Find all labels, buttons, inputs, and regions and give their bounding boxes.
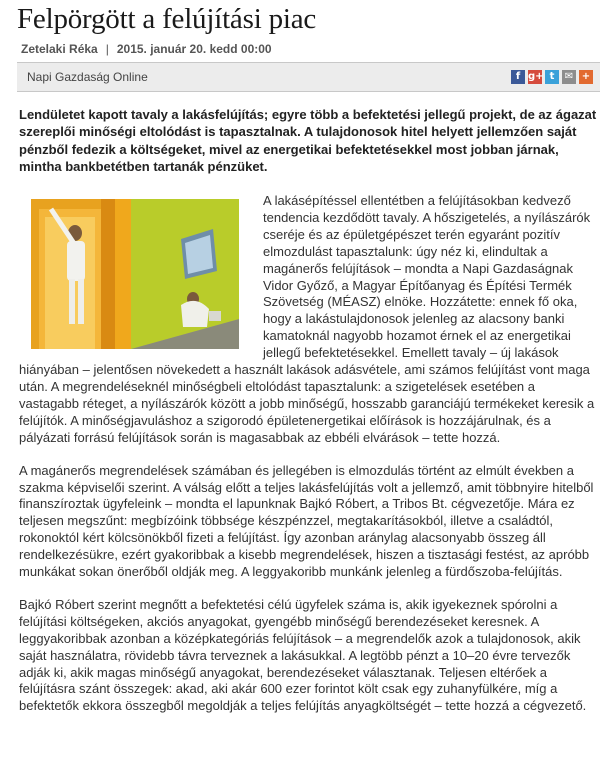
author-name: Zetelaki Réka <box>21 42 98 56</box>
article-lead: Lendületet kapott tavaly a lakásfelújítás; egyre több a befektetési jellegű projekt, de az ágazat szereplői minőségi eltolódást is tapasztalnak. A tulajdonosok hitel helyett jellemzően saját pénzből fedezik a költségeket, mivel az energetikai befektetésekkel most jobban járnak, mintha bankbetétben tartanák pénzüket. <box>19 107 597 174</box>
publish-date: 2015. január 20. kedd 00:00 <box>116 42 272 56</box>
twitter-icon[interactable]: t <box>545 70 559 84</box>
plus-icon[interactable]: + <box>579 70 593 84</box>
email-icon[interactable]: ✉ <box>562 70 576 84</box>
google-plus-icon[interactable]: g+ <box>528 71 544 82</box>
facebook-icon[interactable]: f <box>511 70 525 84</box>
source-name: Napi Gazdaság Online <box>27 70 148 84</box>
byline <box>21 42 272 56</box>
renovation-photo-illustration <box>31 199 239 349</box>
article-paragraph: Bajkó Róbert szerint megnőtt a befektetési célú ügyfelek száma is, akik igyekeznek spórolni a felújítási költségeken, akciós anyagokat, gyengébb minőségű berendezéseket keresnek. A leggyakoribbak azonban a középkategóriás felújítások – a megrendelők azok a tulajdonosok, akik saját használatra, rövidebb távra terveznek a lakásukkal. A legtöbb pénzt a 10–20 évre tervezők adják ki, akik magas minőségű anyagokat, berendezéseket választanak. Teljesen eltérőek a felújításra szánt összegek: akad, aki akár 600 ezer forintot költ csak egy zuhanyfülkére, míg a befektetők ekkora összegből megoldják a teljes felújítás anyagköltségét – tette hozzá a cégvezető. <box>19 596 587 714</box>
source-bar <box>17 62 600 92</box>
article-body <box>19 193 597 731</box>
article-paragraph: A lakásépítéssel ellentétben a felújításokban kedvező tendencia kezdődött tavaly. A hőszigetelés, a nyílászárók cseréje és az épületgépészet terén egyaránt pozitív elmozdulást tapasztalunk: úgy néz ki, elindultak a magánerős felújítások – mondta a Napi Gazdaságnak Vidor Győző, a Magyar Építőanyag és Építési Termék Szövetség (MÉASZ) elnöke. Hozzátette: ennek fő oka, hogy a lakástulajdonosok jelenleg az alacsony banki kamatoknál nagyobb hozamot érnek el az energetikai jellegű befektetésekkel. Emellett tavaly – új lakások hiányában – jelentősen növekedett a használt lakások adásvétele, ami számos felújítást vont maga után. A megrendeléseknél minőségbeli eltolódást tapasztalunk: a szigetelések esetében a vastagabb réteget, a nyílászárók között a jobb minőségű, hosszabb garanciájú termékeket keresik a felújítók. A minőségjavuláshoz a szigorodó épületenergetikai előírások is hozzájárulnak, és a pályázati forrású felújítások során is magasabbak az ebbéli elvárások – tette hozzá. <box>19 193 595 445</box>
share-buttons <box>511 70 593 84</box>
article-photo <box>31 199 239 349</box>
article-title: Felpörgött a felújítási piac <box>17 3 317 35</box>
article-paragraph: A magánerős megrendelések számában és jellegében is elmozdulás történt az elmúlt években a szakma képviselői szerint. A válság előtt a teljes lakásfelújítás volt a jellemző, amit többnyire hitelből finanszíroztak ügyfeleink – mondta el lapunknak Bajkó Róbert, a Tribos Bt. cégvezetője. Mára ez teljesen megszűnt: megbízóink többsége készpénzzel, megtakarításokból, illetve a családtól, rokonoktól kért kölcsönökből fizeti a felújítást. Így azonban aránylag alacsonyabb összeg áll rendelkezésükre, ezért gyakoribbak a kisebb megrendelések, hiszen a tisztasági festést, az apróbb munkákat sokan önerőből oldják meg. A leggyakoribb munkánk jelenleg a fürdőszoba-felújítás. <box>19 462 594 580</box>
byline-separator: | <box>105 42 109 56</box>
